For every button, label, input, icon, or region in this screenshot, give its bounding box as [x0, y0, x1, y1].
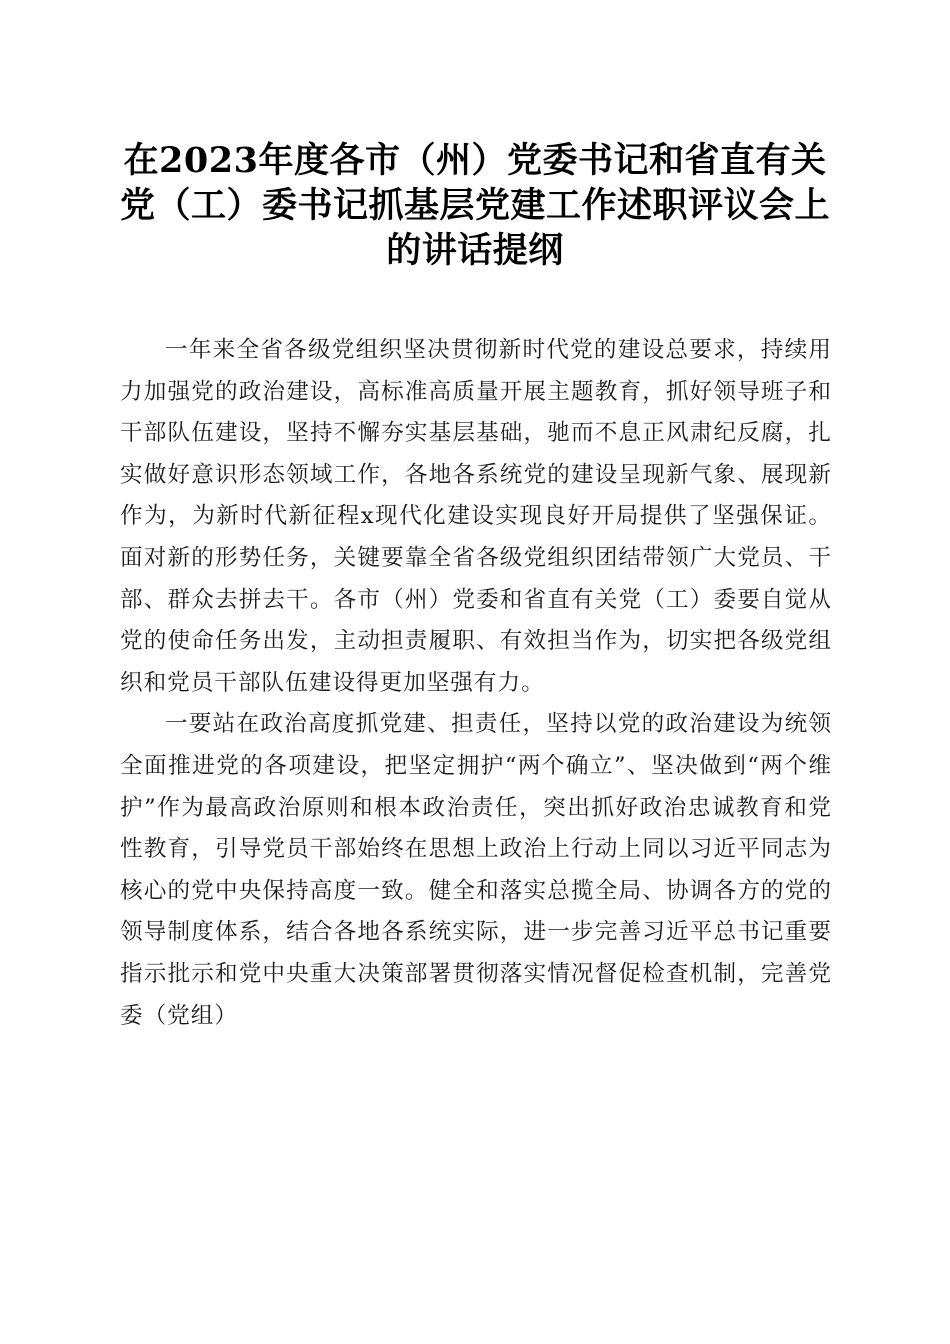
paragraph-intro: 一年来全省各级党组织坚决贯彻新时代党的建设总要求，持续用力加强党的政治建设，高标准高质量开展主题教育，抓好领导班子和干部队伍建设，坚持不懈夯实基层基础，驰而不息正风肃纪反腐，扎实做好意识形态领域工作，各地各系统党的建设呈现新气象、展现新作为，为新时代新征程x现代化建设实现良好开局提供了坚强保证。面对新的形势任务，关键要靠全省各级党组织团结带领广大党员、干部、群众去拼去干。各市（州）党委和省直有关党（工）委要自觉从党的使命任务出发，主动担责履职、有效担当作为，切实把各级党组织和党员干部队伍建设得更加坚强有力。: [120, 337, 832, 696]
title-line-3: 的讲话提纲: [386, 230, 564, 271]
title-line-2: 党（工）委书记抓基层党建工作述职评议会上: [119, 185, 830, 226]
paragraph-point-one: 一要站在政治高度抓党建、担责任，坚持以党的政治建设为统领全面推进党的各项建设，把坚定拥护“两个确立”、坚决做到“两个维护”作为最高政治原则和根本政治责任，突出抓好政治忠诚教育和党性教育，引导党员干部始终在思想上政治上行动上同以习近平同志为核心的党中央保持高度一致。健全和落实总揽全局、协调各方的党的领导制度体系，结合各地各系统实际，进一步完善习近平总书记重要指示批示和党中央重大决策部署贯彻落实情况督促检查机制，完善党委（党组）: [120, 711, 832, 1029]
document-title: [100, 138, 850, 273]
document-body: [120, 330, 832, 1037]
title-line-1: 在2023年度各市（州）党委书记和省直有关: [123, 140, 827, 181]
